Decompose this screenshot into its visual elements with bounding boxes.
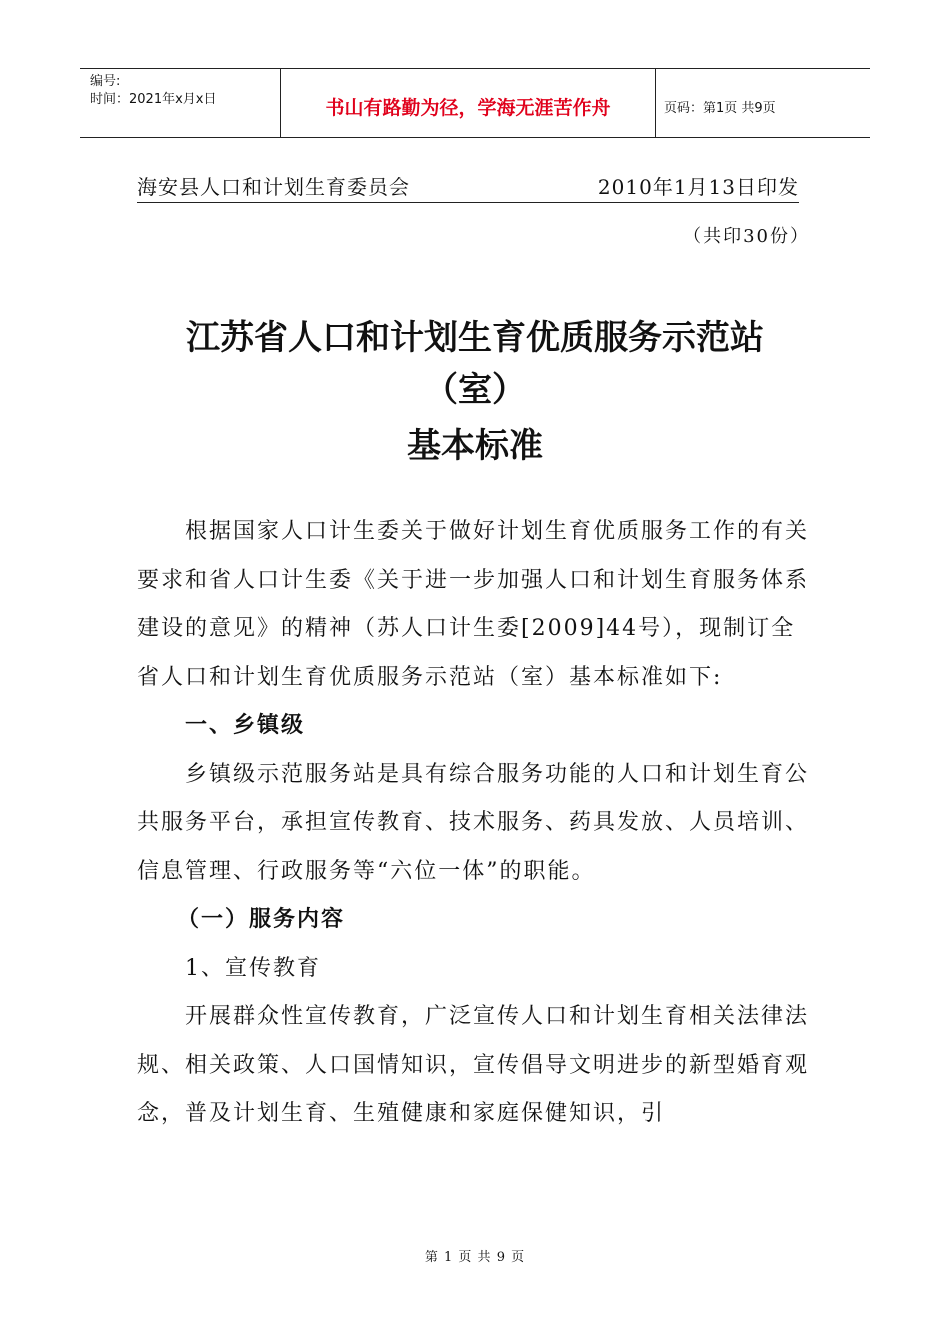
issuer: 海安县人口和计划生育委员会 [137, 175, 410, 199]
title-line-2: （室） [424, 370, 526, 410]
title-line-3: 基本标准 [407, 426, 543, 466]
document-title [100, 314, 850, 470]
number-label: 编号: [90, 74, 121, 89]
item-heading: 1、宣传教育 [185, 955, 321, 981]
page-footer: 第 1 页 共 9 页 [424, 1250, 526, 1265]
title-line-1: 江苏省人口和计划生育优质服务示范站 [186, 318, 764, 358]
header-page-info: 页码：第1页 共9页 [664, 100, 776, 116]
section-paragraph: 乡镇级示范服务站是具有综合服务功能的人口和计划生育公共服务平台，承担宣传教育、技术服务、药具发放、人员培训、信息管理、行政服务等“六位一体”的职能。 [137, 761, 810, 884]
issue-line [137, 172, 799, 203]
copies-count: （共印30份） [683, 226, 810, 247]
item-paragraph: 开展群众性宣传教育，广泛宣传人口和计划生育相关法律法规、相关政策、人口国情知识，宣传倡导文明进步的新型婚育观念，普及计划生育、生殖健康和家庭保健知识，引 [137, 1004, 810, 1126]
header-motto: 书山有路勤为径，学海无涯苦作舟 [281, 69, 656, 137]
section-heading: 一、乡镇级 [185, 713, 306, 738]
intro-paragraph: 根据国家人口计生委关于做好计划生育优质服务工作的有关要求和省人口计生委《关于进一步加强人口和计划生育服务体系建设的意见》的精神（苏人口计生委[2009]44号），现制订全省人口和计划生育优质服务示范站（室）基本标准如下: [137, 519, 810, 690]
subsection-heading: （一）服务内容 [177, 907, 346, 932]
issue-date: 2010年1月13日印发 [597, 175, 799, 199]
document-body [137, 508, 809, 1139]
header-meta [80, 69, 281, 137]
time-label: 时间：2021年x月x日 [90, 92, 217, 107]
page-header [80, 68, 870, 138]
